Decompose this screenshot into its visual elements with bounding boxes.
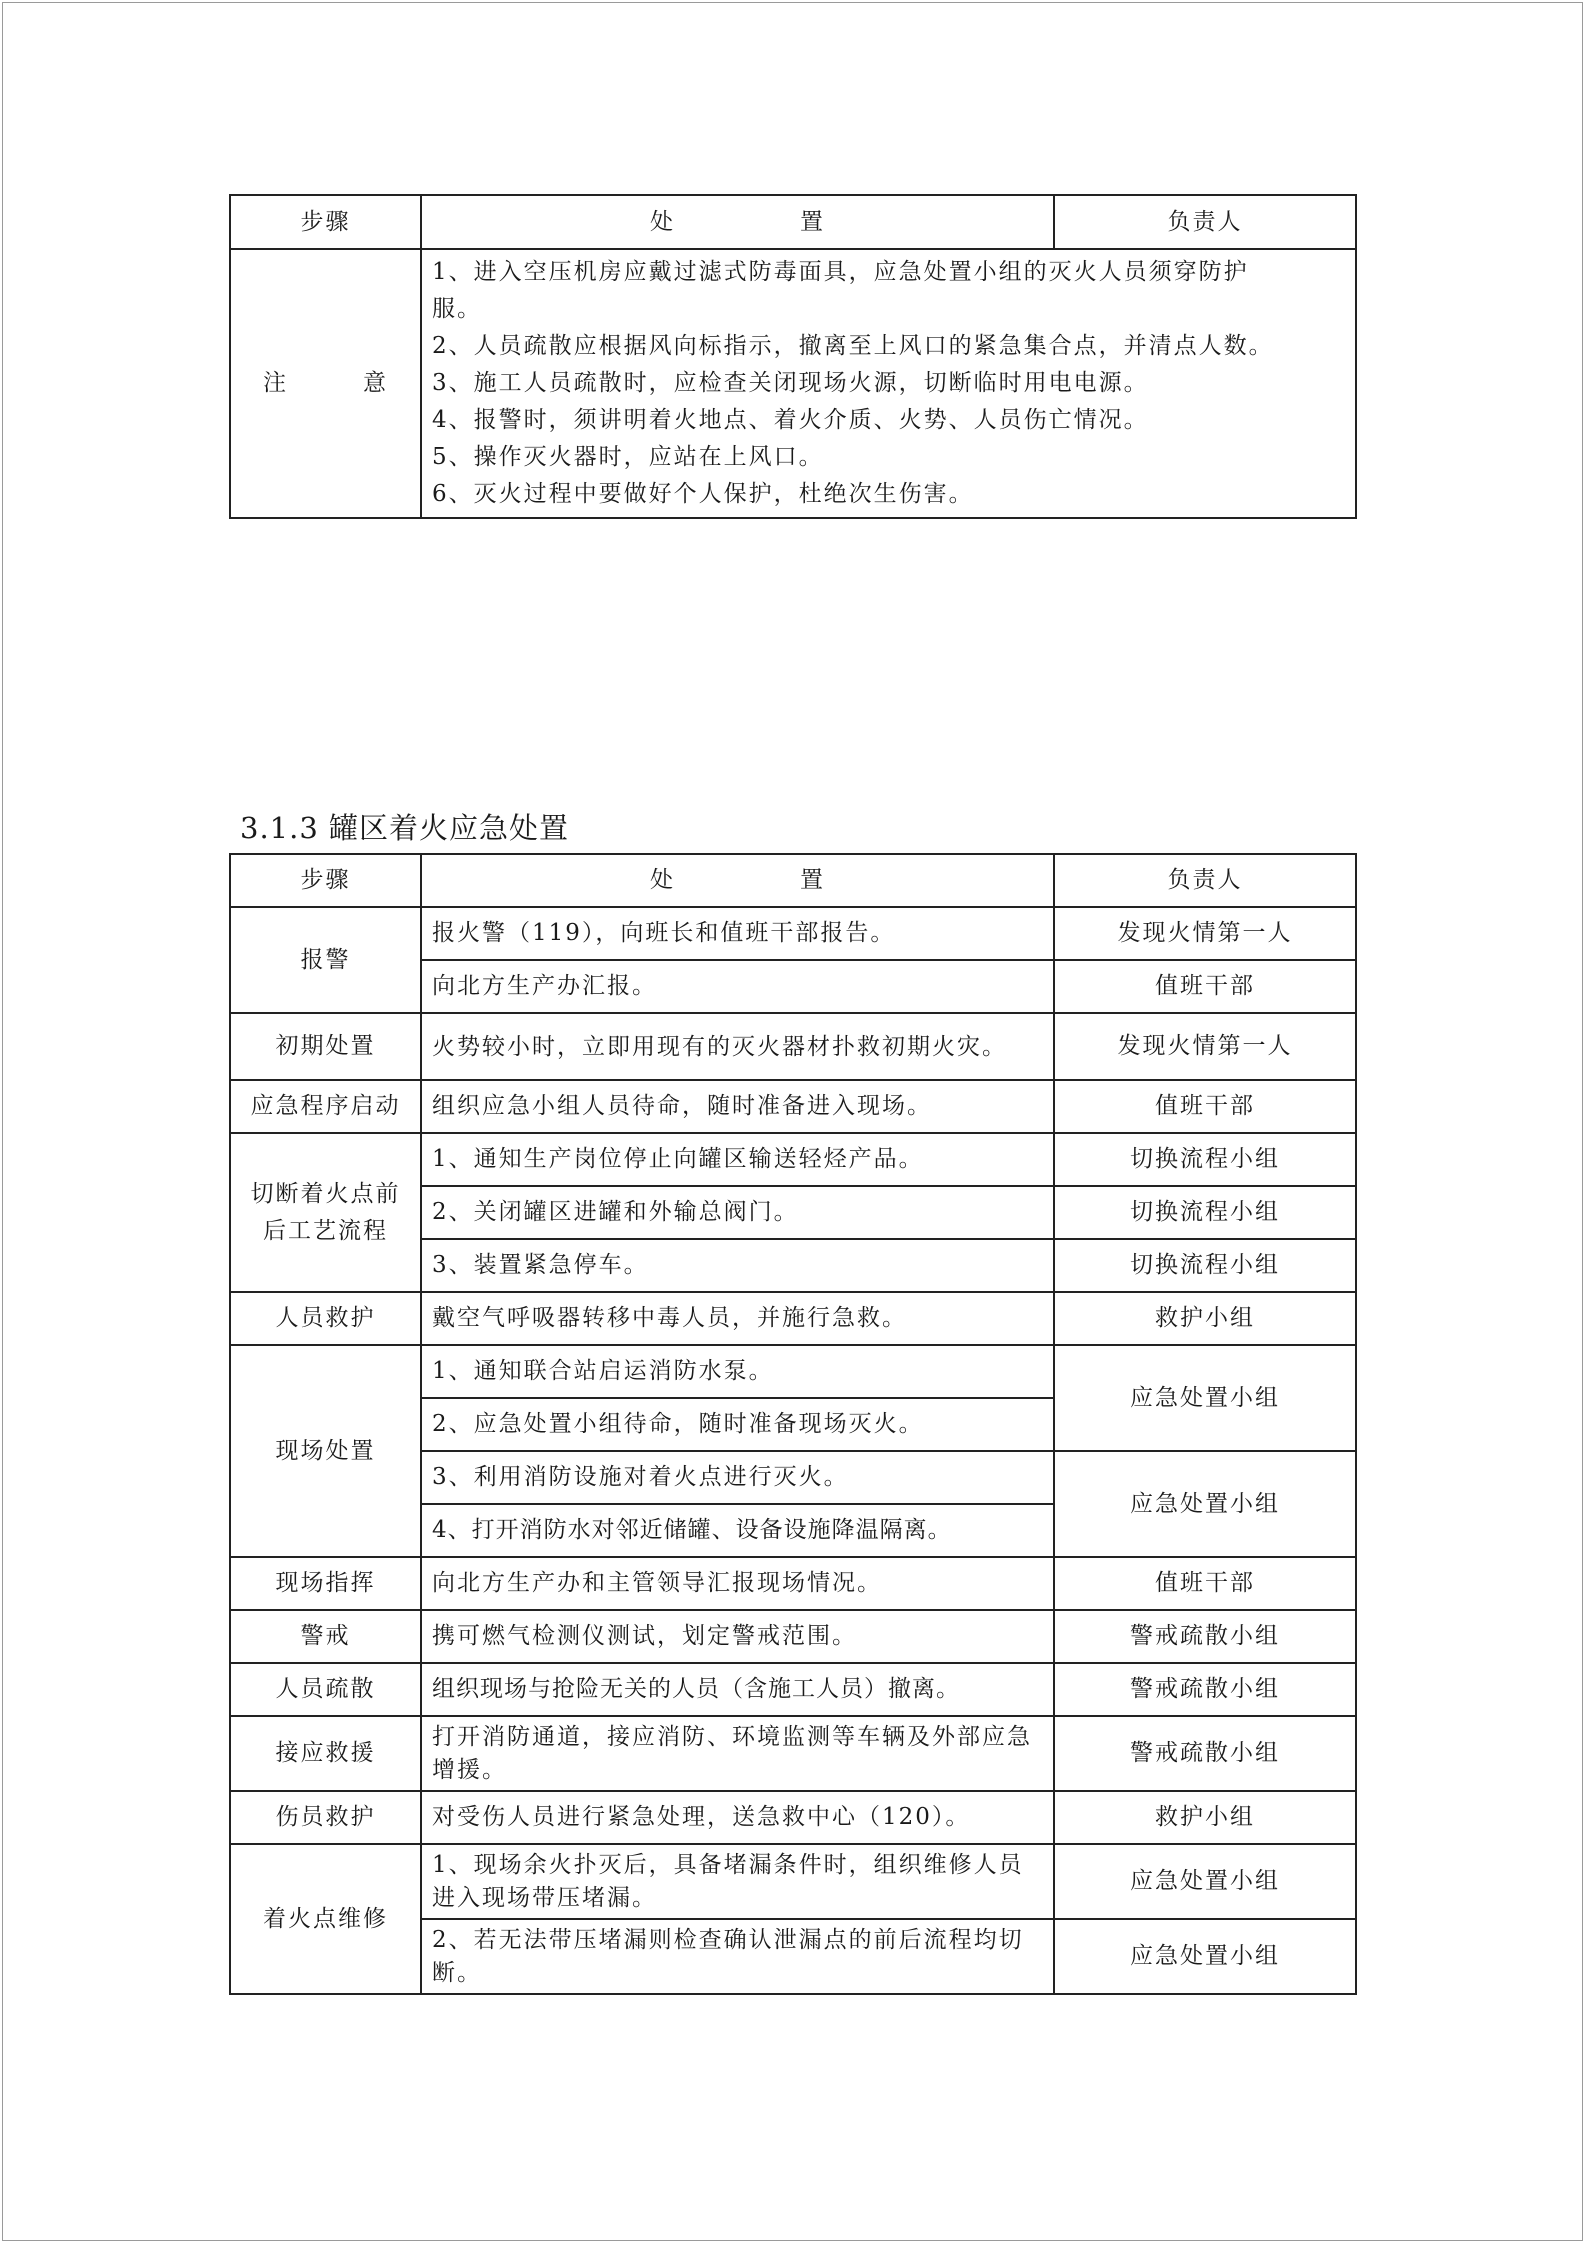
header-step: 步骤 (230, 195, 421, 249)
responsible-cell: 警戒疏散小组 (1054, 1663, 1356, 1716)
table-row (230, 1610, 1356, 1663)
step-cell: 警戒 (230, 1610, 421, 1663)
table-row (230, 1791, 1356, 1844)
action-cell: 对受伤人员进行紧急处理，送急救中心（120）。 (421, 1791, 1054, 1844)
notes-table (229, 194, 1357, 519)
step-cell: 人员疏散 (230, 1663, 421, 1716)
note-line: 5、操作灭火器时，应站在上风口。 (432, 444, 824, 470)
responsible-cell: 警戒疏散小组 (1054, 1610, 1356, 1663)
step-cell: 现场处置 (230, 1345, 421, 1557)
response-table (229, 853, 1357, 1995)
action-cell: 2、关闭罐区进罐和外输总阀门。 (421, 1186, 1054, 1239)
step-cell: 应急程序启动 (230, 1080, 421, 1133)
action-cell: 戴空气呼吸器转移中毒人员，并施行急救。 (421, 1292, 1054, 1345)
notes-row (230, 249, 1356, 518)
table-row (230, 1133, 1356, 1186)
step-cell: 报警 (230, 907, 421, 1013)
responsible-cell: 救护小组 (1054, 1791, 1356, 1844)
responsible-cell: 值班干部 (1054, 1080, 1356, 1133)
responsible-cell: 警戒疏散小组 (1054, 1716, 1356, 1791)
note-line: 6、灭火过程中要做好个人保护，杜绝次生伤害。 (432, 481, 974, 507)
action-cell: 组织应急小组人员待命，随时准备进入现场。 (421, 1080, 1054, 1133)
responsible-cell: 发现火情第一人 (1054, 907, 1356, 960)
header-responsible: 负责人 (1054, 195, 1356, 249)
table-row (230, 1557, 1356, 1610)
step-cell: 初期处置 (230, 1013, 421, 1080)
responsible-cell: 应急处置小组 (1054, 1919, 1356, 1994)
note-line: 3、施工人员疏散时，应检查关闭现场火源，切断临时用电电源。 (432, 370, 1149, 396)
header-responsible: 负责人 (1054, 854, 1356, 907)
note-line: 2、人员疏散应根据风向标指示，撤离至上风口的紧急集合点，并清点人数。 (432, 333, 1274, 359)
note-line: 4、报警时，须讲明着火地点、着火介质、火势、人员伤亡情况。 (432, 407, 1149, 433)
action-cell: 2、应急处置小组待命，随时准备现场灭火。 (421, 1398, 1054, 1451)
action-cell: 1、通知联合站启运消防水泵。 (421, 1345, 1054, 1398)
action-cell: 火势较小时，立即用现有的灭火器材扑救初期火灾。 (421, 1013, 1054, 1080)
action-cell: 向北方生产办汇报。 (421, 960, 1054, 1013)
note-line: 服。 (432, 296, 482, 322)
responsible-cell: 切换流程小组 (1054, 1133, 1356, 1186)
step-cell: 伤员救护 (230, 1791, 421, 1844)
step-cell: 着火点维修 (230, 1844, 421, 1994)
table-row (230, 1292, 1356, 1345)
action-cell: 4、打开消防水对邻近储罐、设备设施降温隔离。 (421, 1504, 1054, 1557)
responsible-cell: 值班干部 (1054, 960, 1356, 1013)
action-cell: 组织现场与抢险无关的人员（含施工人员）撤离。 (421, 1663, 1054, 1716)
action-cell: 向北方生产办和主管领导汇报现场情况。 (421, 1557, 1054, 1610)
table-row (230, 1716, 1356, 1791)
table-header-row (230, 195, 1356, 249)
table-row (230, 1844, 1356, 1919)
notes-step-label: 注 意 (230, 249, 421, 518)
action-cell: 报火警（119），向班长和值班干部报告。 (421, 907, 1054, 960)
action-cell: 3、装置紧急停车。 (421, 1239, 1054, 1292)
notes-content (421, 249, 1356, 518)
action-cell: 2、若无法带压堵漏则检查确认泄漏点的前后流程均切断。 (421, 1919, 1054, 1994)
step-cell: 人员救护 (230, 1292, 421, 1345)
table-row (230, 1663, 1356, 1716)
step-cell: 接应救援 (230, 1716, 421, 1791)
table-row (230, 1345, 1356, 1398)
responsible-cell: 切换流程小组 (1054, 1239, 1356, 1292)
responsible-cell: 值班干部 (1054, 1557, 1356, 1610)
table-row (230, 1080, 1356, 1133)
responsible-cell: 应急处置小组 (1054, 1345, 1356, 1451)
action-cell: 1、现场余火扑灭后，具备堵漏条件时，组织维修人员进入现场带压堵漏。 (421, 1844, 1054, 1919)
action-cell: 3、利用消防设施对着火点进行灭火。 (421, 1451, 1054, 1504)
section-title: 3.1.3 罐区着火应急处置 (240, 811, 570, 845)
note-line: 1、进入空压机房应戴过滤式防毒面具，应急处置小组的灭火人员须穿防护 (432, 259, 1249, 285)
responsible-cell: 应急处置小组 (1054, 1451, 1356, 1557)
action-cell: 打开消防通道，接应消防、环境监测等车辆及外部应急增援。 (421, 1716, 1054, 1791)
action-cell: 携可燃气检测仪测试，划定警戒范围。 (421, 1610, 1054, 1663)
action-cell: 1、通知生产岗位停止向罐区输送轻烃产品。 (421, 1133, 1054, 1186)
table-row (230, 907, 1356, 960)
step-cell: 切断着火点前后工艺流程 (230, 1133, 421, 1292)
table-header-row (230, 854, 1356, 907)
header-action: 处 置 (421, 195, 1054, 249)
responsible-cell: 应急处置小组 (1054, 1844, 1356, 1919)
header-action: 处 置 (421, 854, 1054, 907)
responsible-cell: 救护小组 (1054, 1292, 1356, 1345)
responsible-cell: 发现火情第一人 (1054, 1013, 1356, 1080)
header-step: 步骤 (230, 854, 421, 907)
step-cell: 现场指挥 (230, 1557, 421, 1610)
responsible-cell: 切换流程小组 (1054, 1186, 1356, 1239)
table-row (230, 1013, 1356, 1080)
